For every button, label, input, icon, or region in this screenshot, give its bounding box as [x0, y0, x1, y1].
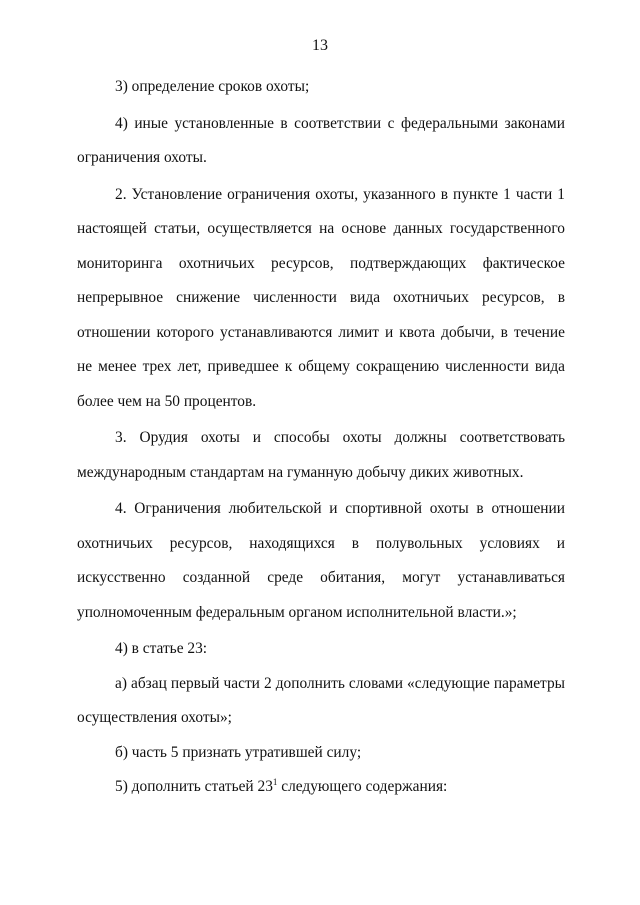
- document-body: [77, 70, 565, 805]
- page-number: 13: [312, 37, 328, 54]
- paragraph-subitem-b: б) часть 5 признать утратившей силу;: [115, 743, 362, 761]
- article-text-before: 5) дополнить статьей 23: [115, 778, 273, 795]
- paragraph-item-4: 4) иные установленные в соответствии с федеральными законами ограничения охоты.: [77, 114, 565, 166]
- article-text-after: следующего содержания:: [277, 778, 448, 795]
- paragraph-part-3: 3. Орудия охоты и способы охоты должны соответствовать международным стандартам на гуманную добычу диких животных.: [77, 429, 565, 481]
- article-superscript: 1: [272, 777, 278, 787]
- paragraph-item-3: 3) определение сроков охоты;: [115, 78, 310, 95]
- paragraph-part-2: 2. Установление ограничения охоты, указанного в пункте 1 части 1 настоящей статьи, осуществляется на основе данных государственного мониторинга охотничьих ресурсов, подтверждающих фактическое непрерывное снижение численности вида охотничьих ресурсов, в отношении которого устанавливаются лимит и квота добычи, в течение не менее трех лет, приведшее к общему сокращению численности вида более чем на 50 процентов.: [77, 185, 565, 410]
- paragraph-part-4: 4. Ограничения любительской и спортивной охоты в отношении охотничьих ресурсов, находящихся в полувольных условиях и искусственно созданной среде обитания, могут устанавливаться уполномоченным федеральным органом исполнительной власти.»;: [77, 500, 565, 621]
- paragraph-subitem-a: а) абзац первый части 2 дополнить словами «следующие параметры осуществления охоты»;: [77, 674, 565, 726]
- paragraph-article-23-1: [77, 770, 565, 805]
- paragraph-article-23: 4) в статье 23:: [115, 640, 208, 657]
